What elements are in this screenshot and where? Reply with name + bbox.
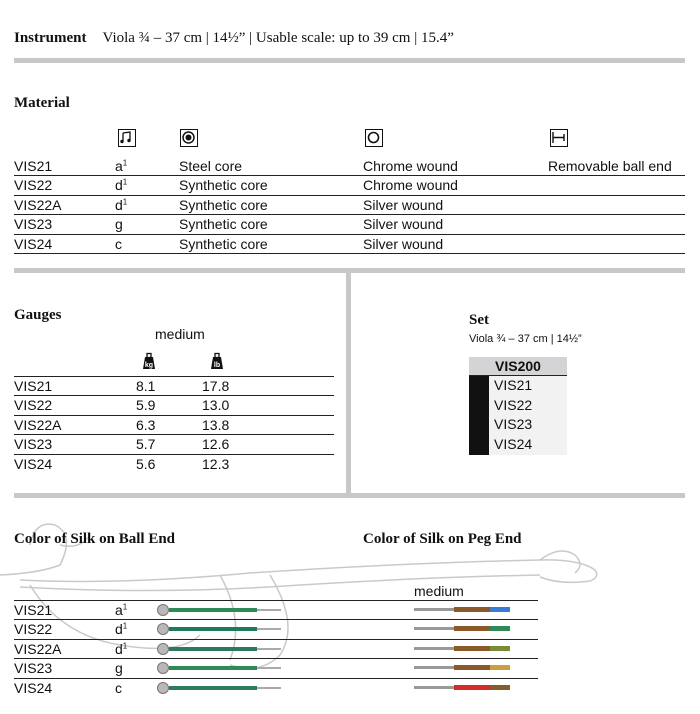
divider [14, 493, 685, 498]
set-subtitle: Viola ¾ – 37 cm | 14½” [469, 333, 582, 345]
row-divider [14, 415, 334, 416]
peg-end-silk-title: Color of Silk on Peg End [363, 531, 522, 547]
ball-end-icon [157, 662, 169, 674]
vertical-divider [346, 273, 351, 495]
string-code: VIS24 [14, 235, 53, 252]
ball-end-icon [550, 129, 568, 147]
winding-material: Silver wound [363, 235, 444, 252]
row-divider [14, 376, 334, 377]
string-code: VIS22 [14, 397, 53, 414]
set-name: VIS200 [495, 358, 541, 374]
string-end [257, 667, 281, 669]
tension-kg: 5.9 [136, 397, 156, 414]
string-code: VIS22A [14, 196, 62, 213]
peg-end-silk-swatch [454, 607, 490, 612]
string-note: g [115, 216, 123, 233]
material-row [14, 215, 685, 234]
tension-lb: 17.8 [202, 378, 230, 394]
row-divider [14, 658, 538, 659]
gauge-row [14, 396, 334, 415]
ball-end-type: Removable ball end [548, 158, 672, 174]
string-code: VIS24 [14, 455, 53, 472]
winding-material: Silver wound [363, 216, 444, 233]
gauge-row [14, 377, 334, 396]
gauges-title: Gauges [14, 307, 62, 323]
string-wire [414, 686, 454, 689]
string-code: VIS22 [14, 177, 53, 194]
tension-lb: 12.3 [202, 455, 230, 472]
lb-weight-icon [208, 352, 226, 370]
tension-lb: 13.8 [202, 416, 230, 433]
tension-kg: 6.3 [136, 416, 156, 433]
peg-end-silk-swatch [454, 646, 490, 651]
string-wire [414, 647, 454, 650]
silk-row [14, 640, 538, 659]
ball-end-silk-swatch [169, 647, 257, 651]
material-row [14, 196, 685, 215]
winding-material: Chrome wound [363, 177, 458, 194]
string-note: $d^1$ [115, 640, 128, 657]
peg-end-silk-swatch [490, 607, 510, 612]
string-end [257, 687, 281, 689]
peg-end-silk-swatch [490, 646, 510, 651]
material-row [14, 176, 685, 195]
string-note: g [115, 660, 123, 677]
string-end [257, 628, 281, 630]
set-box [469, 357, 567, 455]
set-color-bar [469, 376, 489, 455]
string-note: $a^1$ [115, 602, 128, 618]
material-title: Material [14, 95, 70, 111]
set-item: VIS24 [494, 435, 533, 452]
string-wire [414, 627, 454, 630]
instrument-label: Instrument [14, 30, 87, 46]
peg-end-tension-label: medium [414, 583, 464, 599]
silk-row [14, 620, 538, 639]
ball-end-icon [157, 604, 169, 616]
ball-end-icon [157, 623, 169, 635]
silk-row [14, 679, 538, 698]
row-divider [14, 454, 334, 455]
string-code: VIS21 [14, 378, 53, 394]
string-note: c [115, 235, 122, 252]
gauge-row [14, 416, 334, 435]
svg-text:kg: kg [144, 362, 154, 369]
string-note: c [115, 679, 122, 696]
string-note: $a^1$ [115, 158, 128, 174]
string-note: $d^1$ [115, 196, 128, 213]
ball-end-silk-swatch [169, 608, 257, 612]
string-end [257, 609, 281, 611]
silk-row [14, 601, 538, 620]
row-divider [14, 600, 538, 601]
core-icon [180, 129, 198, 147]
row-divider [14, 639, 538, 640]
gauge-row [14, 455, 334, 474]
core-material: Synthetic core [179, 196, 268, 213]
core-material: Steel core [179, 158, 243, 174]
ball-end-silk-swatch [169, 666, 257, 670]
string-code: VIS23 [14, 216, 53, 233]
string-code: VIS22A [14, 416, 62, 433]
peg-end-silk-swatch [454, 685, 490, 690]
string-code: VIS21 [14, 158, 53, 174]
divider [14, 58, 685, 63]
core-material: Synthetic core [179, 177, 268, 194]
ball-end-silk-title: Color of Silk on Ball End [14, 531, 176, 547]
tension-kg: 5.7 [136, 436, 156, 453]
row-divider [14, 395, 334, 396]
instrument-header [14, 29, 454, 47]
gauges-tension-label: medium [155, 326, 205, 342]
string-code: VIS23 [14, 660, 53, 677]
string-code: VIS22A [14, 640, 62, 657]
ball-end-silk-swatch [169, 686, 257, 690]
tension-kg: 8.1 [136, 378, 156, 394]
gauge-row [14, 435, 334, 454]
winding-material: Silver wound [363, 196, 444, 213]
silk-row [14, 659, 538, 678]
tension-lb: 12.6 [202, 436, 230, 453]
string-code: VIS24 [14, 679, 53, 696]
instrument-value: Viola ¾ – 37 cm | 14½” | Usable scale: up to 39 cm | 15.4” [102, 30, 454, 46]
winding-icon [365, 129, 383, 147]
tension-lb: 13.0 [202, 397, 230, 414]
row-divider [14, 434, 334, 435]
core-material: Synthetic core [179, 235, 268, 252]
string-note: $d^1$ [115, 621, 128, 638]
string-code: VIS21 [14, 602, 53, 618]
ball-end-icon [157, 682, 169, 694]
row-divider [14, 253, 685, 254]
string-note: $d^1$ [115, 177, 128, 194]
material-row [14, 235, 685, 254]
peg-end-silk-swatch [490, 685, 510, 690]
kg-weight-icon [140, 352, 158, 370]
set-item: VIS22 [494, 396, 533, 413]
peg-end-silk-swatch [454, 626, 490, 631]
string-wire [414, 666, 454, 669]
peg-end-silk-swatch [490, 626, 510, 631]
string-code: VIS23 [14, 436, 53, 453]
ball-end-silk-swatch [169, 627, 257, 631]
peg-end-silk-swatch [490, 665, 510, 670]
svg-text:lb: lb [213, 362, 221, 369]
string-code: VIS22 [14, 621, 53, 638]
ball-end-icon [157, 643, 169, 655]
core-material: Synthetic core [179, 216, 268, 233]
note-icon [118, 129, 136, 147]
set-item: VIS23 [494, 416, 533, 432]
set-item: VIS21 [494, 377, 533, 393]
row-divider [14, 619, 538, 620]
row-divider [14, 678, 538, 679]
tension-kg: 5.6 [136, 455, 156, 472]
set-title: Set [469, 312, 489, 328]
string-wire [414, 608, 454, 611]
winding-material: Chrome wound [363, 158, 458, 174]
peg-end-silk-swatch [454, 665, 490, 670]
string-end [257, 648, 281, 650]
material-row [14, 157, 685, 176]
